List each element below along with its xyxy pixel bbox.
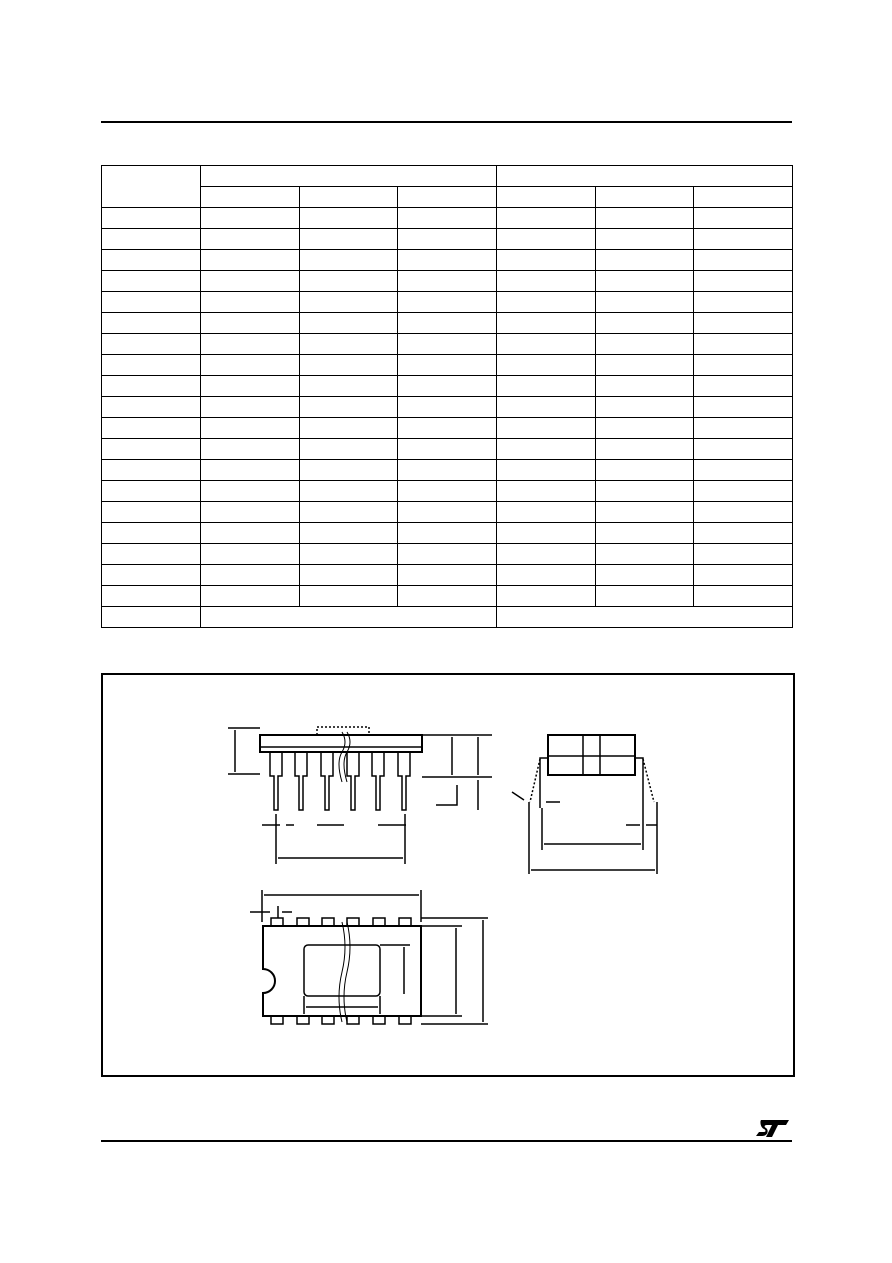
table-cell <box>595 376 694 397</box>
table-cell <box>694 376 793 397</box>
table-cell <box>102 250 201 271</box>
table-corner-cell <box>102 166 201 208</box>
table-cell <box>201 607 497 628</box>
table-cell <box>496 481 595 502</box>
front-view <box>228 727 492 864</box>
table-cell <box>299 502 398 523</box>
table-cell <box>694 292 793 313</box>
header-rule <box>101 121 792 123</box>
table-cell <box>201 418 300 439</box>
table-cell <box>595 250 694 271</box>
table-cell <box>102 208 201 229</box>
table-cell <box>102 229 201 250</box>
table-cell <box>694 523 793 544</box>
table-cell <box>398 544 497 565</box>
table-row <box>102 544 793 565</box>
table-cell <box>102 502 201 523</box>
table-cell <box>299 355 398 376</box>
table-row <box>102 334 793 355</box>
table-cell <box>299 292 398 313</box>
table-row <box>102 460 793 481</box>
table-subheader-row <box>102 187 793 208</box>
table-cell <box>102 544 201 565</box>
table-cell <box>201 292 300 313</box>
table-cell <box>102 607 201 628</box>
table-cell <box>398 481 497 502</box>
table-cell <box>398 460 497 481</box>
table-cell <box>102 439 201 460</box>
table-cell <box>496 250 595 271</box>
top-view <box>250 890 488 1024</box>
table-cell <box>694 313 793 334</box>
table-cell <box>201 565 300 586</box>
dimensions-table <box>101 165 793 628</box>
table-cell <box>694 397 793 418</box>
table-cell <box>102 334 201 355</box>
table-cell <box>496 334 595 355</box>
table-cell <box>102 355 201 376</box>
table-cell <box>299 586 398 607</box>
table-cell <box>694 418 793 439</box>
table-row <box>102 439 793 460</box>
table-cell <box>102 418 201 439</box>
table-cell <box>201 229 300 250</box>
table-cell <box>398 439 497 460</box>
table-cell <box>299 565 398 586</box>
table-row <box>102 565 793 586</box>
table-cell <box>299 250 398 271</box>
table-cell <box>299 334 398 355</box>
table-cell <box>595 397 694 418</box>
table-row <box>102 250 793 271</box>
table-cell <box>398 376 497 397</box>
table-cell <box>299 439 398 460</box>
table-cell <box>398 418 497 439</box>
table-cell <box>496 313 595 334</box>
footer-rule <box>101 1140 792 1142</box>
table-row <box>102 502 793 523</box>
table-cell <box>496 355 595 376</box>
table-row <box>102 313 793 334</box>
table-cell <box>102 523 201 544</box>
table-cell <box>398 397 497 418</box>
table-subheader-cell <box>299 187 398 208</box>
table-cell <box>398 292 497 313</box>
table-cell <box>496 565 595 586</box>
table-cell <box>694 208 793 229</box>
table-cell <box>201 460 300 481</box>
table-cell <box>595 313 694 334</box>
table-group-header <box>201 166 497 187</box>
table-cell <box>102 481 201 502</box>
table-cell <box>398 523 497 544</box>
table-cell <box>201 355 300 376</box>
table-cell <box>299 313 398 334</box>
table-cell <box>595 544 694 565</box>
table-cell <box>496 376 595 397</box>
side-view <box>512 735 657 874</box>
table-cell <box>398 586 497 607</box>
table-subheader-cell <box>694 187 793 208</box>
table-cell <box>201 523 300 544</box>
package-outline-drawing <box>103 675 793 1075</box>
table-row <box>102 376 793 397</box>
table-cell <box>595 229 694 250</box>
table-cell <box>595 439 694 460</box>
table-row <box>102 523 793 544</box>
table-group-header <box>496 166 792 187</box>
table-cell <box>102 397 201 418</box>
table-cell <box>595 586 694 607</box>
table-cell <box>201 334 300 355</box>
table-cell <box>201 481 300 502</box>
table-cell <box>595 565 694 586</box>
table-cell <box>595 292 694 313</box>
table-cell <box>398 334 497 355</box>
table-cell <box>201 586 300 607</box>
table-footer-row <box>102 607 793 628</box>
table-cell <box>201 313 300 334</box>
table-cell <box>496 607 792 628</box>
table-row <box>102 292 793 313</box>
table-cell <box>496 208 595 229</box>
table-cell <box>694 481 793 502</box>
table-cell <box>102 586 201 607</box>
table-cell <box>595 334 694 355</box>
table-cell <box>694 271 793 292</box>
table-subheader-cell <box>398 187 497 208</box>
table-cell <box>496 229 595 250</box>
table-cell <box>694 334 793 355</box>
table-cell <box>496 439 595 460</box>
table-row <box>102 208 793 229</box>
table-cell <box>595 502 694 523</box>
table-header-row <box>102 166 793 187</box>
table-cell <box>595 208 694 229</box>
table-cell <box>201 544 300 565</box>
table-cell <box>496 292 595 313</box>
table-cell <box>201 208 300 229</box>
table-cell <box>398 250 497 271</box>
table-cell <box>299 397 398 418</box>
table-cell <box>595 523 694 544</box>
table-cell <box>595 418 694 439</box>
table-cell <box>496 271 595 292</box>
table-cell <box>201 397 300 418</box>
table-cell <box>694 565 793 586</box>
table-cell <box>694 229 793 250</box>
table-row <box>102 481 793 502</box>
table-row <box>102 271 793 292</box>
table-cell <box>398 565 497 586</box>
table-cell <box>496 544 595 565</box>
table-cell <box>496 397 595 418</box>
table-cell <box>398 271 497 292</box>
table-cell <box>496 586 595 607</box>
table-cell <box>595 460 694 481</box>
table-cell <box>694 355 793 376</box>
table-cell <box>694 586 793 607</box>
table-cell <box>694 250 793 271</box>
table-cell <box>299 544 398 565</box>
table-cell <box>496 523 595 544</box>
table-cell <box>299 481 398 502</box>
table-subheader-cell <box>201 187 300 208</box>
table-cell <box>299 208 398 229</box>
table-cell <box>398 229 497 250</box>
table-cell <box>595 271 694 292</box>
table-cell <box>398 355 497 376</box>
table-cell <box>102 565 201 586</box>
st-logo-icon <box>755 1117 791 1139</box>
table-cell <box>102 376 201 397</box>
table-cell <box>595 355 694 376</box>
table-row <box>102 397 793 418</box>
table-cell <box>201 250 300 271</box>
table-cell <box>694 460 793 481</box>
table-cell <box>102 460 201 481</box>
table-cell <box>496 418 595 439</box>
table-cell <box>201 439 300 460</box>
table-cell <box>299 271 398 292</box>
table-cell <box>496 460 595 481</box>
table-subheader-cell <box>496 187 595 208</box>
table-cell <box>496 502 595 523</box>
table-cell <box>102 292 201 313</box>
table-row <box>102 418 793 439</box>
table-cell <box>694 439 793 460</box>
table-cell <box>299 523 398 544</box>
table-cell <box>299 418 398 439</box>
table-cell <box>595 481 694 502</box>
table-cell <box>299 376 398 397</box>
package-drawing-frame <box>101 673 795 1077</box>
table-cell <box>398 208 497 229</box>
table-row <box>102 229 793 250</box>
table-cell <box>201 271 300 292</box>
table-cell <box>694 544 793 565</box>
table-cell <box>102 271 201 292</box>
table-cell <box>299 460 398 481</box>
table-row <box>102 586 793 607</box>
table-row <box>102 355 793 376</box>
table-cell <box>102 313 201 334</box>
table-cell <box>398 313 497 334</box>
table-cell <box>201 502 300 523</box>
table-cell <box>694 502 793 523</box>
table-cell <box>201 376 300 397</box>
table-cell <box>398 502 497 523</box>
table-subheader-cell <box>595 187 694 208</box>
table-cell <box>299 229 398 250</box>
